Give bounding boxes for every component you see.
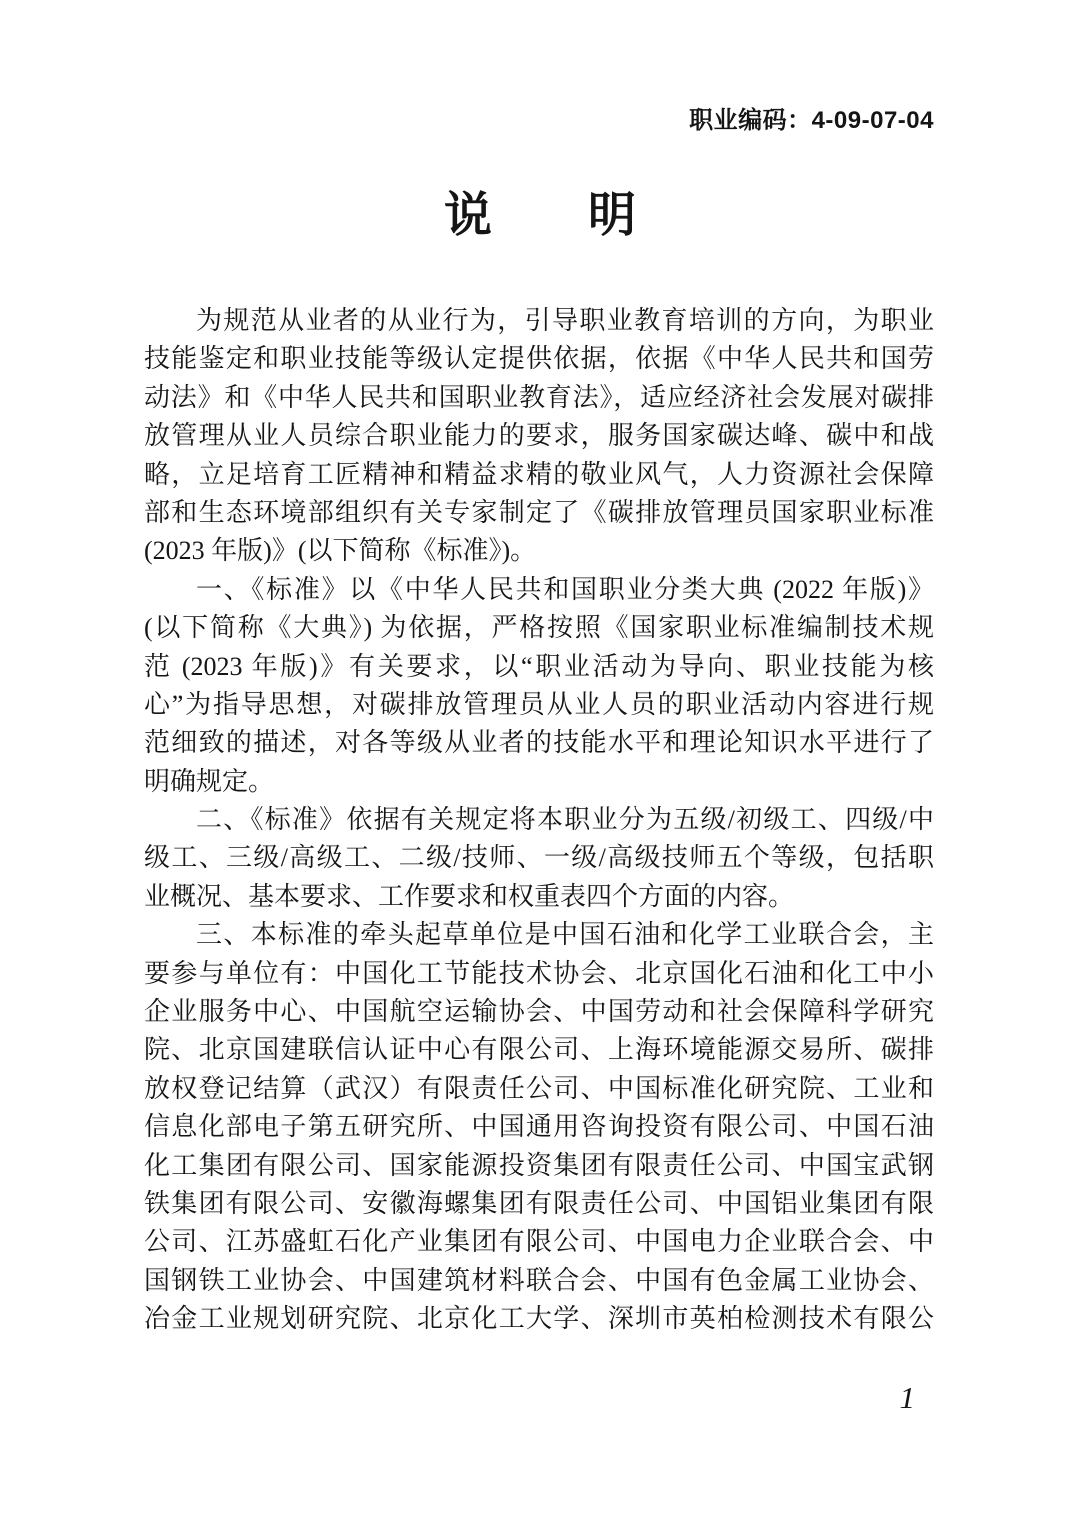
text-line: 公司、江苏盛虹石化产业集团有限公司、中国电力企业联合会、中	[144, 1227, 934, 1257]
text-line: 明确规定。	[144, 766, 275, 796]
text-line: 范 (2023 年版)》有关要求，以“职业活动为导向、职业技能为核	[144, 651, 934, 681]
text-line: 二、《标准》依据有关规定将本职业分为五级/初级工、四级/中	[196, 805, 934, 835]
text-line: 一、《标准》以《中华人民共和国职业分类大典 (2022 年版)》	[196, 574, 934, 604]
text-line: 级工、三级/高级工、二级/技师、一级/高级技师五个等级，包括职	[144, 843, 934, 873]
text-line: 为规范从业者的从业行为，引导职业教育培训的方向，为职业	[196, 306, 934, 335]
text-line: 三、本标准的牵头起草单位是中国石油和化学工业联合会，主	[196, 920, 934, 950]
text-line: (2023 年版)》(以下简称《标准》)。	[144, 536, 537, 566]
text-line: 略，立足培育工匠精神和精益求精的敬业风气，人力资源社会保障	[144, 459, 934, 489]
text-line: 心”为指导思想，对碳排放管理员从业人员的职业活动内容进行规	[144, 689, 934, 719]
text-line: 冶金工业规划研究院、北京化工大学、深圳市英柏检测技术有限公	[144, 1304, 934, 1334]
text-line: 放权登记结算（武汉）有限责任公司、中国标准化研究院、工业和	[144, 1073, 934, 1103]
paragraph	[144, 302, 934, 571]
paragraph	[144, 916, 934, 1338]
text-line: 要参与单位有：中国化工节能技术协会、北京国化石油和化工中小	[144, 958, 934, 988]
text-line: 国钢铁工业协会、中国建筑材料联合会、中国有色金属工业协会、	[144, 1265, 934, 1295]
text-line: 业概况、基本要求、工作要求和权重表四个方面的内容。	[144, 881, 795, 911]
text-line: 企业服务中心、中国航空运输协会、中国劳动和社会保障科学研究	[144, 997, 934, 1027]
page-number: 1	[899, 1380, 915, 1415]
text-line: 部和生态环境部组织有关专家制定了《碳排放管理员国家职业标准	[144, 497, 934, 527]
paragraph	[144, 571, 934, 801]
paragraph	[144, 801, 934, 916]
text-line: (以下简称《大典》) 为依据，严格按照《国家职业标准编制技术规	[144, 613, 934, 643]
document-body	[144, 302, 934, 1339]
text-line: 铁集团有限公司、安徽海螺集团有限责任公司、中国铝业集团有限	[144, 1188, 934, 1218]
text-line: 范细致的描述，对各等级从业者的技能水平和理论知识水平进行了	[144, 728, 934, 758]
text-line: 技能鉴定和职业技能等级认定提供依据，依据《中华人民共和国劳	[144, 344, 934, 374]
text-line: 动法》和《中华人民共和国职业教育法》，适应经济社会发展对碳排	[144, 382, 934, 412]
text-line: 信息化部电子第五研究所、中国通用咨询投资有限公司、中国石油	[144, 1112, 934, 1142]
occupation-code: 职业编码：4-09-07-04	[689, 107, 934, 134]
document-title: 说 明	[443, 189, 636, 242]
text-line: 院、北京国建联信认证中心有限公司、上海环境能源交易所、碳排	[144, 1035, 934, 1065]
text-line: 放管理从业人员综合职业能力的要求，服务国家碳达峰、碳中和战	[144, 421, 934, 451]
text-line: 化工集团有限公司、国家能源投资集团有限责任公司、中国宝武钢	[144, 1150, 934, 1180]
